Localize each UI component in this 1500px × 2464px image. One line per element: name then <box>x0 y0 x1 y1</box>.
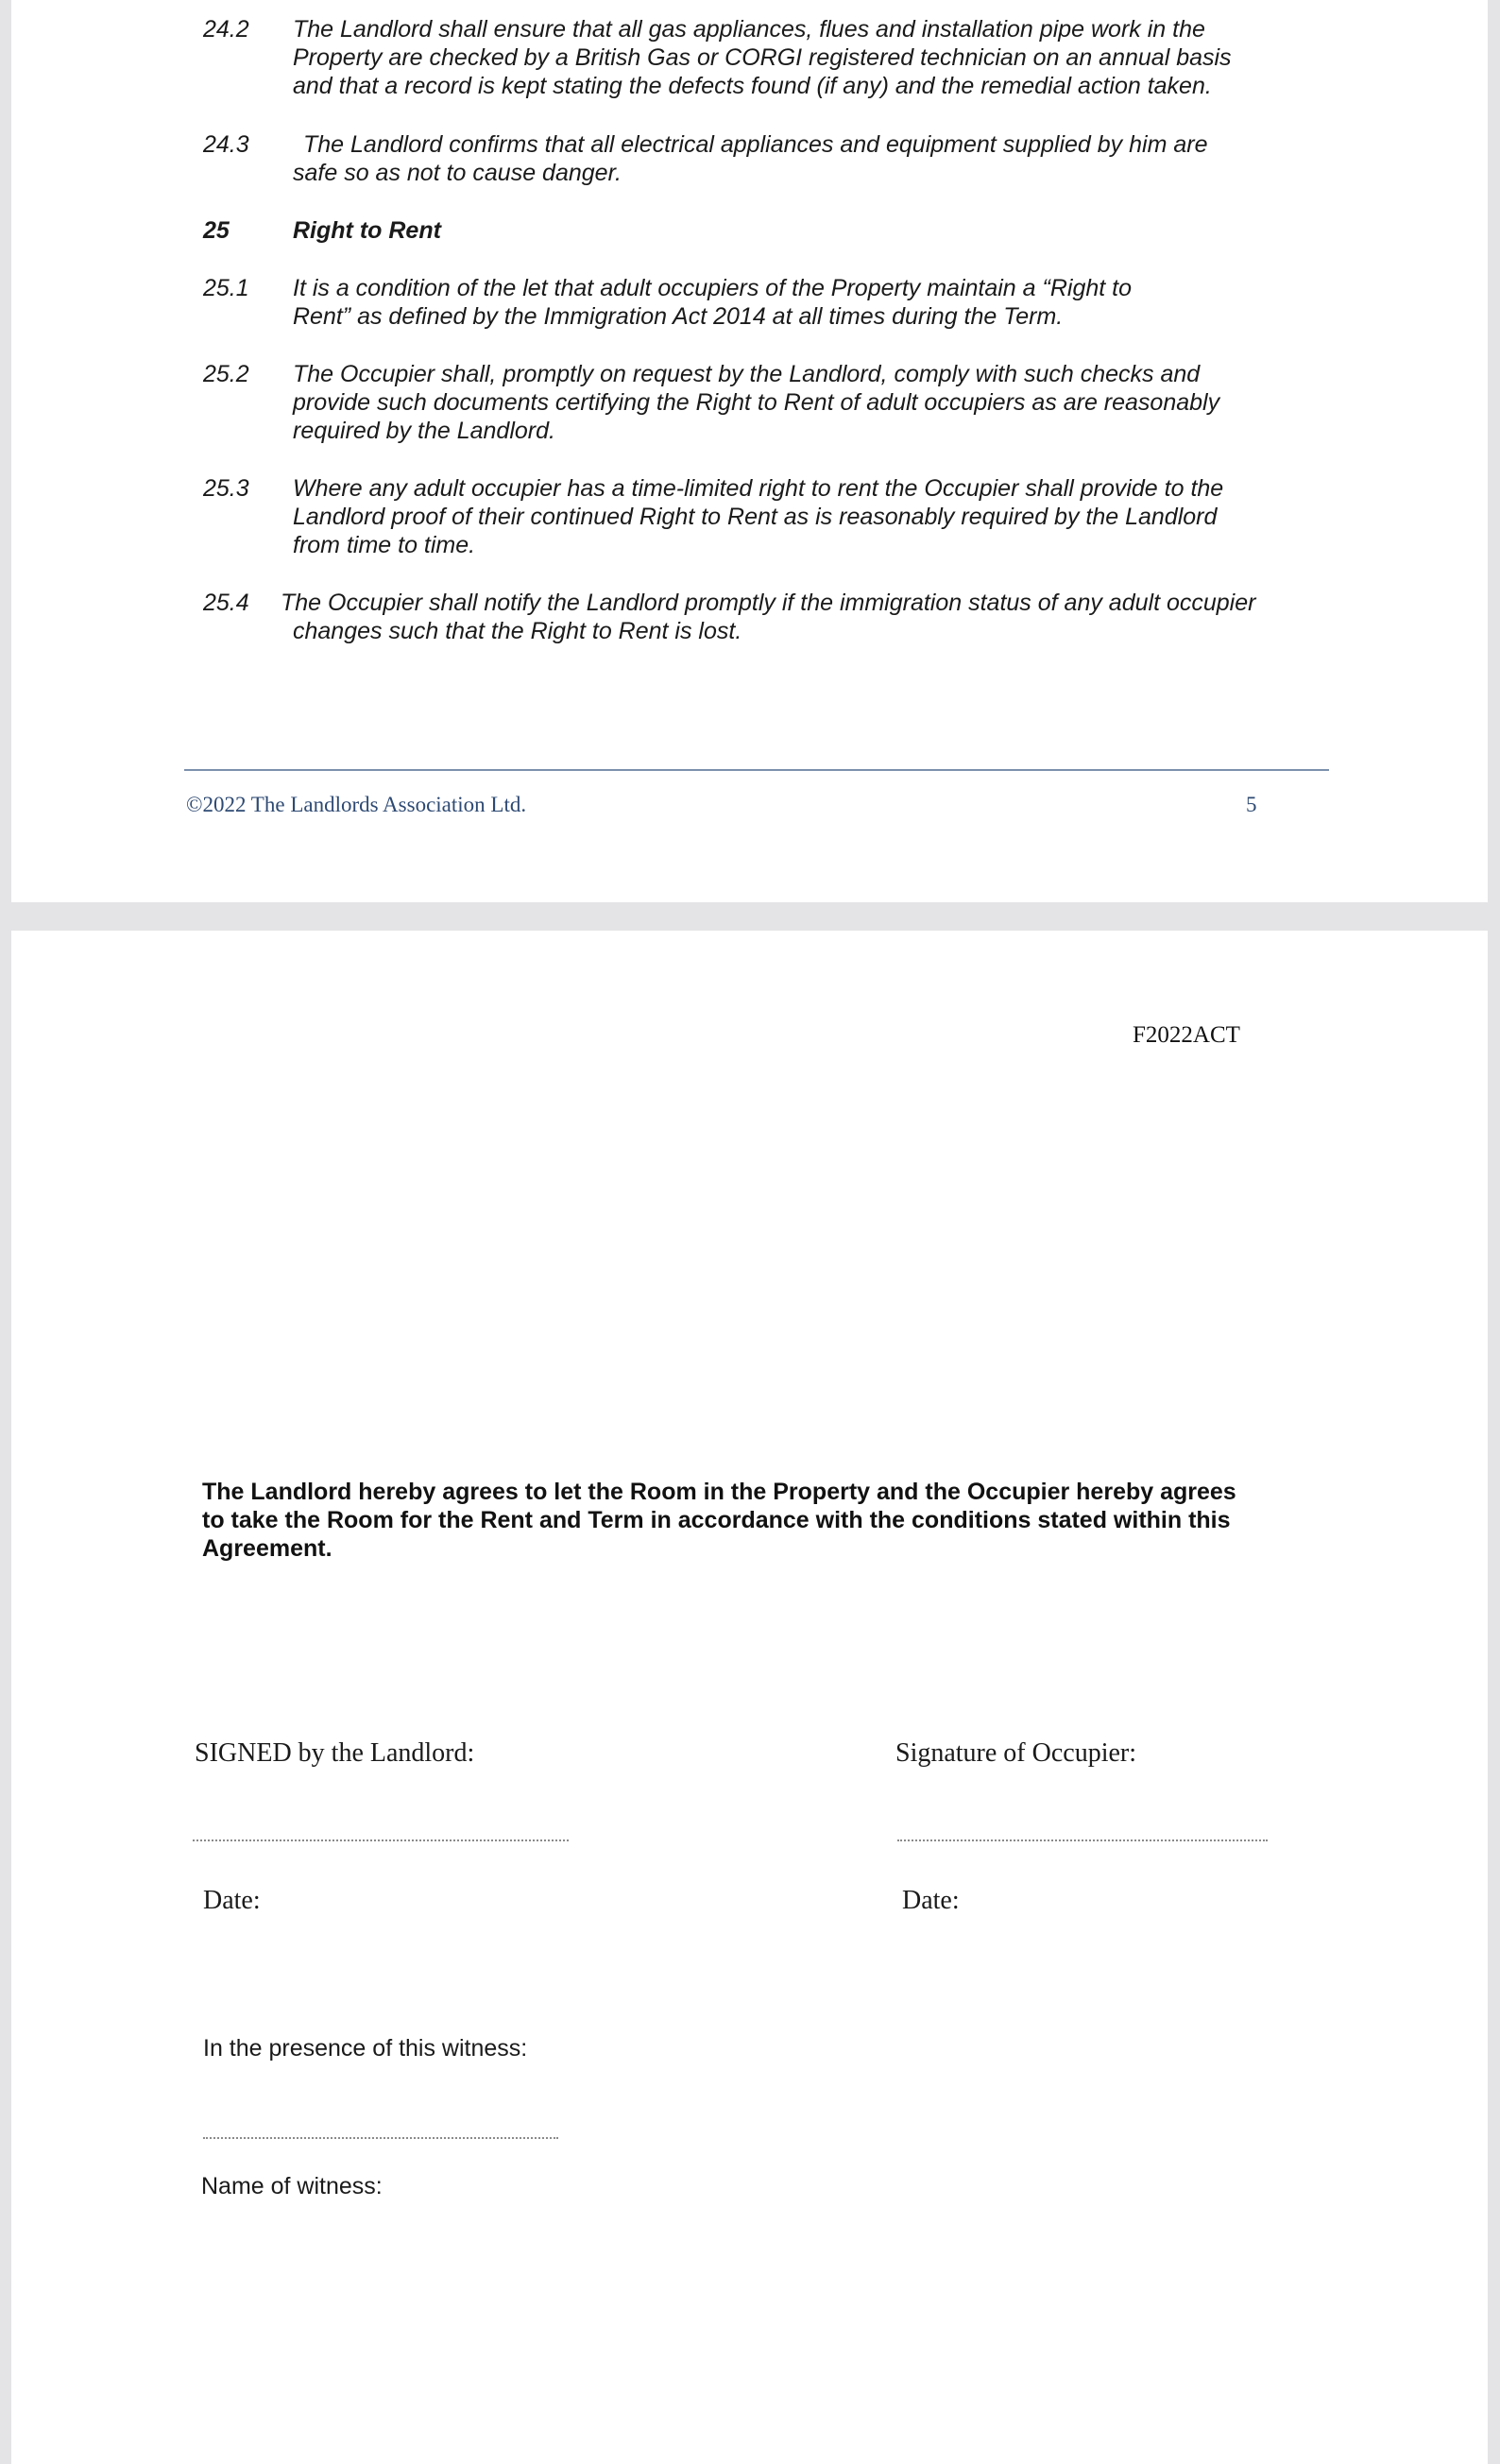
clause-text <box>281 589 1322 645</box>
section-heading: Right to Rent <box>293 217 441 244</box>
form-code: F2022ACT <box>1133 1022 1240 1048</box>
clause-line: The Occupier shall, promptly on request by the Landlord, comply with such checks and <box>293 361 1201 387</box>
clause-24-2 <box>203 15 1327 105</box>
document-page-5 <box>11 0 1488 902</box>
clause-number: 25.3 <box>203 475 249 502</box>
clause-25-4 <box>203 589 1327 650</box>
clause-number: 25.2 <box>203 361 249 387</box>
clause-text <box>293 474 1316 559</box>
agreement-statement <box>202 1478 1311 1563</box>
occupier-date-label: Date: <box>902 1886 960 1915</box>
clause-line: required by the Landlord. <box>293 418 555 444</box>
document-page-6 <box>11 931 1488 2464</box>
landlord-signed-label: SIGNED by the Landlord: <box>195 1738 475 1768</box>
clause-line: It is a condition of the let that adult occupiers of the Property maintain a “Right to <box>293 275 1132 301</box>
clause-number: 25.4 <box>203 590 249 616</box>
section-number: 25 <box>203 217 230 244</box>
clause-number: 24.2 <box>203 16 249 43</box>
witness-presence-label: In the presence of this witness: <box>203 2035 528 2062</box>
clause-number: 24.3 <box>203 131 249 158</box>
clause-25-1 <box>203 274 1327 335</box>
clause-line: from time to time. <box>293 532 476 558</box>
clause-line: changes such that the Right to Rent is lost. <box>293 618 742 644</box>
clause-25-2 <box>203 360 1327 450</box>
clause-line: Landlord proof of their continued Right to Rent as is reasonably required by the Landlord <box>293 504 1218 530</box>
landlord-signature-line[interactable] <box>193 1839 569 1841</box>
agreement-line: Agreement. <box>202 1535 332 1562</box>
clause-line: Property are checked by a British Gas or CORGI registered technician on an annual basis <box>293 44 1232 71</box>
clause-line: Rent” as defined by the Immigration Act 2014 at all times during the Term. <box>293 303 1064 330</box>
clause-number: 25.1 <box>203 275 249 301</box>
clause-text <box>293 274 1200 331</box>
landlord-date-label: Date: <box>203 1886 261 1915</box>
agreement-line: The Landlord hereby agrees to let the Room in the Property and the Occupier hereby agrees <box>202 1479 1236 1505</box>
clause-text <box>293 130 1316 187</box>
footer-copyright: ©2022 The Landlords Association Ltd. <box>186 793 527 816</box>
occupier-signature-label: Signature of Occupier: <box>895 1738 1137 1768</box>
agreement-line: to take the Room for the Rent and Term in accordance with the conditions stated within this <box>202 1507 1231 1533</box>
clause-line: The Landlord shall ensure that all gas appliances, flues and installation pipe work in the <box>293 16 1205 43</box>
footer-divider <box>184 769 1329 771</box>
clause-line: provide such documents certifying the Right to Rent of adult occupiers as are reasonably <box>293 389 1220 416</box>
clause-text <box>293 360 1275 445</box>
clause-line: Where any adult occupier has a time-limited right to rent the Occupier shall provide to the <box>293 475 1224 502</box>
clause-25-heading <box>203 216 1327 249</box>
clause-line: safe so as not to cause danger. <box>293 160 622 186</box>
clause-text <box>293 15 1316 100</box>
clause-line: The Landlord confirms that all electrical appliances and equipment supplied by him are <box>303 131 1208 158</box>
witness-name-label: Name of witness: <box>201 2173 383 2199</box>
clause-24-3 <box>203 130 1327 192</box>
page-number: 5 <box>1246 793 1257 816</box>
witness-signature-line[interactable] <box>203 2137 558 2139</box>
clause-line: and that a record is kept stating the defects found (if any) and the remedial action taken. <box>293 73 1212 99</box>
clause-25-3 <box>203 474 1327 564</box>
occupier-signature-line[interactable] <box>897 1839 1268 1841</box>
clause-line: The Occupier shall notify the Landlord promptly if the immigration status of any adult occupier <box>281 590 1256 616</box>
